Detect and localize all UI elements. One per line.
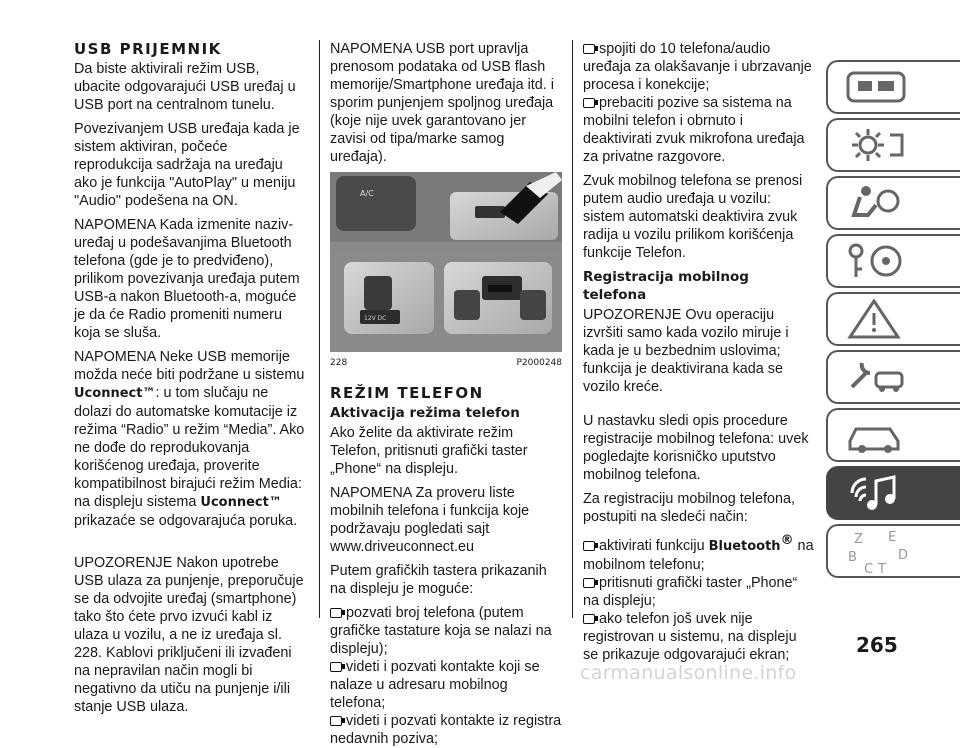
- tab-index[interactable]: [826, 524, 960, 578]
- dc-label: 12V DC: [364, 315, 387, 322]
- paragraph: [74, 348, 306, 530]
- paragraph-warning: UPOZORENJE Ovu operaciju izvršiti samo kada vozilo miruje i kada je u bezbednim uslovima; funkcija je deaktivirana kada se vozilo kreće.: [583, 307, 789, 395]
- text: aktivirati funkciju: [599, 537, 709, 554]
- bullet-text: pozvati broj telefona (putem grafičke tastature koja se nalazi na displeju);: [330, 605, 552, 657]
- brand-uconnect: Uconnect™: [200, 495, 282, 510]
- bullet-text: ako telefon još uvek nije registrovan u sistemu, na displeju se prikazuje odgovarajući ekran;: [583, 610, 797, 663]
- car-dashboard-icon: [846, 67, 906, 107]
- paragraph: NAPOMENA USB port upravlja prenosom podataka od USB flash memorije/Smartphone uređaja itd. i sporim punjenjem spoljnog uređaja (koje nije uvek garantovano jer zavisi od tipa/marke samog uređaja).: [330, 41, 554, 165]
- bullet-item: [330, 712, 562, 748]
- subheading-registration: Registracija mobilnog telefona: [583, 269, 749, 303]
- index-letter: Z: [854, 532, 863, 547]
- column-divider: [572, 40, 573, 618]
- column-1: [74, 40, 306, 722]
- tab-dashboard[interactable]: [826, 60, 960, 114]
- bullet-item: [583, 574, 815, 610]
- tab-safety[interactable]: [826, 176, 960, 230]
- figure-caption: [330, 354, 562, 372]
- warning-triangle-icon: [846, 299, 906, 339]
- tab-lights[interactable]: [826, 118, 960, 172]
- text: na mobilnom telefonu;: [583, 537, 814, 573]
- seat-airbag-icon: [846, 183, 906, 223]
- page-number: 265: [856, 633, 898, 657]
- brand-bluetooth: Bluetooth: [708, 538, 781, 554]
- bullet-item: [583, 532, 815, 574]
- section-heading-phone: REŽIM TELEFON: [330, 384, 484, 402]
- bullet-item: [330, 604, 562, 658]
- bullet-text: pritisnuti grafički taster „Phone“ na displeju;: [583, 574, 798, 609]
- watermark: carmanualsonline.info: [580, 662, 797, 684]
- wrench-car-icon: [846, 357, 906, 397]
- registered-mark: ®: [780, 533, 794, 548]
- index-letter: T: [878, 562, 886, 575]
- bullet-text: videti i pozvati kontakte iz registra nedavnih poziva;: [330, 713, 562, 747]
- bullet-icon: [583, 98, 595, 108]
- tab-emergency[interactable]: [826, 292, 960, 346]
- paragraph: U nastavku sledi opis procedure registracije mobilnog telefona: uvek pogledajte korisničko uputstvo mobilnog telefona.: [583, 413, 809, 483]
- index-letters-icon: [846, 527, 916, 575]
- sun-light-icon: [846, 125, 906, 165]
- usb-port-photo: [330, 172, 562, 352]
- bullet-text: videti i pozvati kontakte koji se nalaze u adresaru mobilnog telefona;: [330, 659, 540, 711]
- car-technical-data-icon: [846, 415, 906, 455]
- bullet-icon: [330, 662, 342, 672]
- bullet-text: prebaciti pozive sa sistema na mobilni telefon i obrnuto i deaktivirati zvuk mikrofona uređaja za privatne razgovore.: [583, 95, 805, 165]
- subheading-activation: Aktivacija režima telefon: [330, 405, 520, 421]
- text: prikazaće se odgovarajuća poruka.: [74, 513, 298, 529]
- text: NAPOMENA Neke USB memorije možda neće biti podržane u sistemu: [74, 349, 305, 383]
- bullet-item: [583, 610, 815, 664]
- bullet-text: spojiti do 10 telefona/audio uređaja za olakšavanje i ubrzavanje procesa i konekcije;: [583, 41, 812, 93]
- bullet-item: [583, 40, 815, 94]
- index-letter: B: [848, 550, 857, 565]
- tab-starting-driving[interactable]: [826, 234, 960, 288]
- paragraph-warning: UPOZORENJE Nakon upotrebe USB ulaza za punjenje, preporučuje se da odvojite uređaj (smartphone) tako što ćete prvo izvući kabl iz ulaza u vozilu, a ne iz uređaja sl. 228. Kablovi priključeni ili izvađeni na nepravilan način mogli bi negativno da utiču na punjenje i/ili stanje USB ulaza.: [74, 555, 304, 715]
- bullet-icon: [583, 578, 595, 588]
- figure-number: 228: [330, 358, 348, 368]
- paragraph: NAPOMENA Za proveru liste mobilnih telefona i funkcija koje podržavaju pogledati sajt www.driveuconnect.eu: [330, 485, 530, 555]
- tab-technical-data[interactable]: [826, 408, 960, 462]
- multimedia-phone-music-icon: [846, 471, 906, 515]
- bullet-icon: [330, 608, 342, 618]
- key-steering-wheel-icon: [846, 241, 906, 281]
- ac-label: A/C: [360, 189, 374, 198]
- index-letter: C: [864, 562, 874, 575]
- column-divider: [319, 40, 320, 618]
- bullet-item: [330, 658, 562, 712]
- paragraph: Ako želite da aktivirate režim Telefon, pritisnuti grafički taster „Phone“ na displeju.: [330, 425, 528, 477]
- column-3: [583, 40, 815, 664]
- bullet-item: [583, 94, 815, 166]
- index-letter: D: [898, 548, 909, 563]
- tab-maintenance[interactable]: [826, 350, 960, 404]
- figure-code: P2000248: [516, 358, 562, 368]
- bullet-icon: [583, 614, 595, 624]
- brand-uconnect: Uconnect™: [74, 386, 156, 401]
- paragraph: Za registraciju mobilnog telefona, postupiti na sledeći način:: [583, 491, 795, 525]
- index-letter: E: [888, 530, 897, 545]
- bullet-icon: [583, 44, 595, 54]
- paragraph: Da biste aktivirali režim USB, ubacite odgovarajući USB uređaj u USB port na centralnom tunelu.: [74, 61, 296, 113]
- paragraph: NAPOMENA Kada izmenite naziv-uređaj u podešavanjima Bluetooth telefona (gde je to predviđeno), prilikom povezivanja uređaja putem USB-a nakon Bluetooth-a, moguće je da će Radio promeniti numeru koja se sluša.: [74, 217, 300, 341]
- column-2: [330, 40, 562, 748]
- usb-port-photo-illustration: [330, 172, 562, 352]
- paragraph: Povezivanjem USB uređaja kada je sistem aktiviran, počeće reprodukcija sadržaja na uređaju ako je funkcija "AutoPlay" u meniju "Audio" podešena na ON.: [74, 121, 300, 209]
- paragraph: Putem grafičkih tastera prikazanih na displeju je moguće:: [330, 563, 547, 597]
- paragraph: Zvuk mobilnog telefona se prenosi putem audio uređaja u vozilu: sistem automatski deaktivira zvuk radija u vozilu prilikom korišćenja funkcije Telefon.: [583, 173, 803, 261]
- section-heading-usb: USB PRIJEMNIK: [74, 40, 222, 58]
- bullet-icon: [583, 541, 595, 551]
- bullet-icon: [330, 716, 342, 726]
- text: : u tom slučaju ne dolazi do automatske komutacije iz režima “Radio” u režim “Media”. Ako ne dođe do reprodukovanja korišćenog uređaja, proverite kompatibilnost birajući režim Media: na displeju sistema: [74, 385, 305, 510]
- tab-multimedia[interactable]: [826, 466, 960, 520]
